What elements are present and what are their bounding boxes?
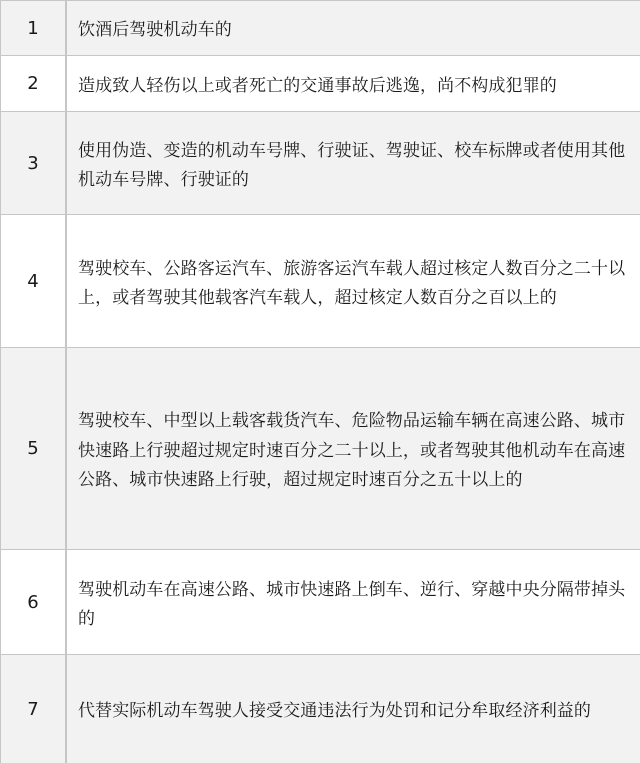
row-description: [67, 56, 640, 111]
row-number: 1: [1, 1, 67, 55]
table-row: [1, 56, 640, 112]
row-description: [67, 215, 640, 347]
table-row: [1, 1, 640, 56]
row-description: [67, 1, 640, 55]
table-row: [1, 348, 640, 550]
row-number: 4: [1, 215, 67, 347]
row-description: [67, 112, 640, 214]
row-description-text: 代替实际机动车驾驶人接受交通违法行为处罚和记分牟取经济利益的: [78, 701, 591, 722]
table-row: [1, 215, 640, 348]
row-description-text: 使用伪造、变造的机动车号牌、行驶证、驾驶证、校车标牌或者使用其他机动车号牌、行驶证的: [78, 140, 626, 190]
row-number: 5: [1, 348, 67, 549]
table-row: [1, 550, 640, 655]
row-number: 6: [1, 550, 67, 654]
row-number: 3: [1, 112, 67, 214]
row-description: [67, 550, 640, 654]
table-row: [1, 112, 640, 215]
row-number: 7: [1, 655, 67, 763]
row-description-text: 驾驶校车、公路客运汽车、旅游客运汽车载人超过核定人数百分之二十以上，或者驾驶其他载客汽车载人，超过核定人数百分之百以上的: [78, 258, 626, 308]
row-description: [67, 348, 640, 549]
row-description-text: 驾驶校车、中型以上载客载货汽车、危险物品运输车辆在高速公路、城市快速路上行驶超过规定时速百分之二十以上，或者驾驶其他机动车在高速公路、城市快速路上行驶，超过规定时速百分之五十以上的: [78, 411, 626, 491]
row-number: 2: [1, 56, 67, 111]
row-description-text: 驾驶机动车在高速公路、城市快速路上倒车、逆行、穿越中央分隔带掉头的: [78, 579, 626, 629]
row-description-text: 造成致人轻伤以上或者死亡的交通事故后逃逸，尚不构成犯罪的: [78, 75, 557, 96]
row-description: [67, 655, 640, 763]
table-row: [1, 655, 640, 763]
row-description-text: 饮酒后驾驶机动车的: [78, 20, 232, 41]
